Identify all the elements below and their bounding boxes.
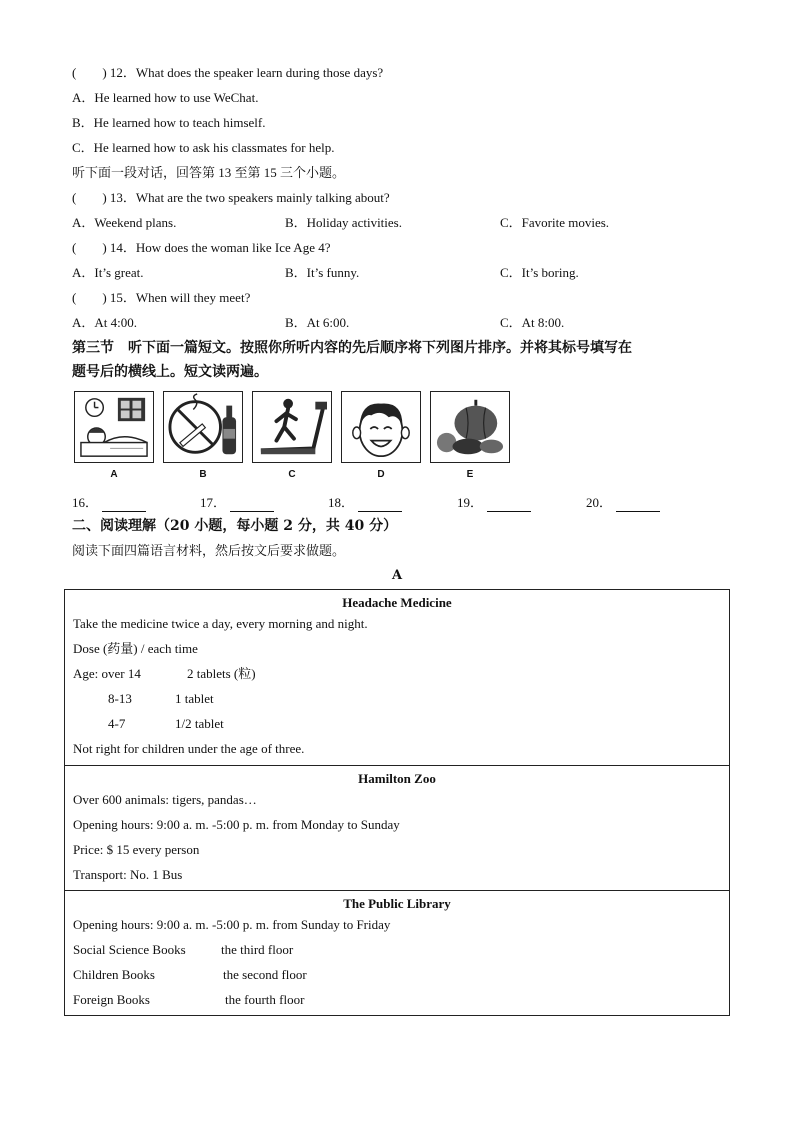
option-15a: A．At 4:00.	[72, 315, 138, 330]
blank-17[interactable]: 17．	[200, 494, 274, 512]
medicine-dose-heading: Dose (药量) / each time	[73, 641, 198, 656]
blank-18[interactable]: 18．	[328, 494, 402, 512]
library-floor-row: Foreign Books the fourth floor	[73, 992, 305, 1007]
question-13: ( ) 13．What are the two speakers mainly talking about?	[72, 190, 390, 205]
picture-label-b: B	[199, 469, 207, 480]
option-14c: C．It’s boring.	[500, 265, 579, 280]
option-14b: B．It’s funny.	[285, 265, 360, 280]
library-section	[65, 891, 729, 1015]
option-13c: C．Favorite movies.	[500, 215, 610, 230]
picture-label-a: A	[110, 469, 118, 480]
picture-label-c: C	[288, 469, 296, 480]
zoo-line: Price: $ 15 every person	[73, 842, 200, 857]
smiling-boy-icon	[341, 391, 421, 463]
question-12: ( ) 12．What does the speaker learn during those days?	[72, 65, 384, 80]
picture-row	[72, 391, 512, 481]
option-12a: A．He learned how to use WeChat.	[72, 90, 259, 105]
question-15: ( ) 15．When will they meet?	[72, 290, 251, 305]
medicine-section	[65, 590, 729, 766]
option-15c: C．At 8:00.	[500, 315, 565, 330]
no-smoking-drinking-icon	[163, 391, 243, 463]
section3-heading: 第三节 听下面一篇短文。按照你所听内容的先后顺序将下列图片排序。并将其标号填写在	[72, 340, 632, 356]
passage-label: A	[391, 568, 403, 583]
option-12b: B．He learned how to teach himself.	[72, 115, 266, 130]
library-floor-row: Social Science Books the third floor	[73, 942, 294, 957]
blank-20[interactable]: 20．	[586, 494, 660, 512]
dose-row: 8-13 1 tablet	[108, 691, 214, 706]
dialog-instruction: 听下面一段对话，回答第 13 至第 15 三个小题。	[72, 165, 346, 180]
answer-line[interactable]	[616, 499, 660, 512]
library-floor-row: Children Books the second floor	[73, 967, 307, 982]
library-title: The Public Library	[343, 896, 451, 911]
answer-line[interactable]	[230, 499, 274, 512]
dose-row: 4-7 1/2 tablet	[108, 716, 224, 731]
option-13a: A．Weekend plans.	[72, 215, 177, 230]
answer-line[interactable]	[358, 499, 402, 512]
picture-label-d: D	[377, 469, 385, 480]
medicine-line: Take the medicine twice a day, every morning and night.	[73, 616, 368, 631]
picture-label-e: E	[466, 469, 474, 480]
zoo-line: Transport: No. 1 Bus	[73, 867, 183, 882]
option-12c: C．He learned how to ask his classmates for help.	[72, 140, 335, 155]
treadmill-runner-icon	[252, 391, 332, 463]
medicine-note: Not right for children under the age of three.	[73, 741, 305, 756]
dose-row: Age: over 14 2 tablets (粒)	[73, 666, 256, 681]
question-14: ( ) 14．How does the woman like Ice Age 4?	[72, 240, 331, 255]
option-14a: A．It’s great.	[72, 265, 144, 280]
medicine-title: Headache Medicine	[342, 595, 452, 610]
library-hours: Opening hours: 9:00 a. m. -5:00 p. m. from Sunday to Friday	[73, 917, 391, 932]
option-13b: B．Holiday activities.	[285, 215, 402, 230]
fruit-vegetables-icon	[430, 391, 510, 463]
option-15b: B．At 6:00.	[285, 315, 350, 330]
answer-line[interactable]	[102, 499, 146, 512]
part2-heading: 二、阅读理解（20 小题，每小题 2 分，共 40 分）	[72, 518, 398, 534]
sleeping-child-icon	[74, 391, 154, 463]
zoo-title: Hamilton Zoo	[358, 771, 436, 786]
zoo-section	[65, 766, 729, 891]
answer-line[interactable]	[487, 499, 531, 512]
section3-heading-cont: 题号后的横线上。短文读两遍。	[72, 364, 268, 380]
notice-table	[64, 589, 730, 1016]
zoo-line: Opening hours: 9:00 a. m. -5:00 p. m. from Monday to Sunday	[73, 817, 400, 832]
blank-19[interactable]: 19．	[457, 494, 531, 512]
zoo-line: Over 600 animals: tigers, pandas…	[73, 792, 257, 807]
part2-instruction: 阅读下面四篇语言材料，然后按文后要求做题。	[72, 543, 346, 558]
blank-16[interactable]: 16．	[72, 494, 146, 512]
